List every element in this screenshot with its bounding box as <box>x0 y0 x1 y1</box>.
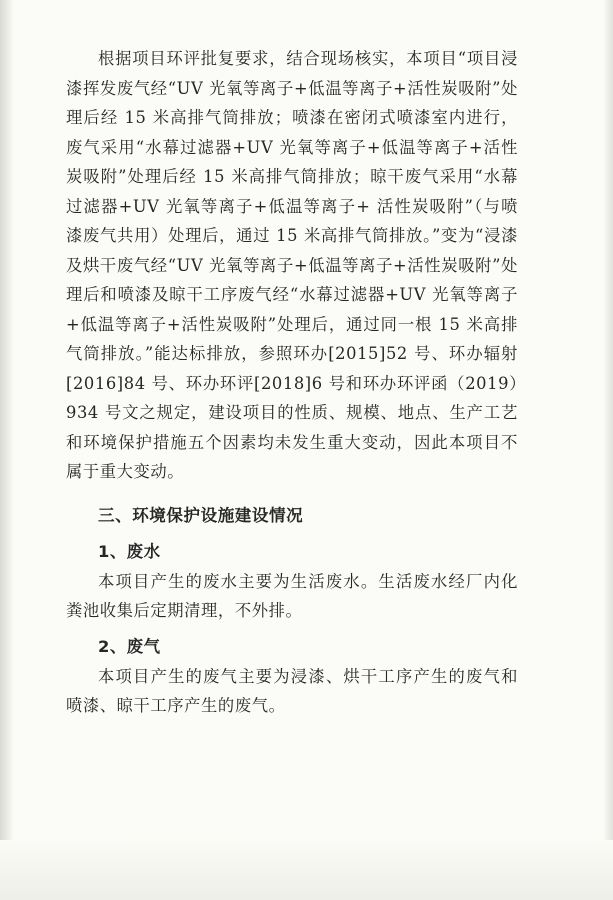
section-heading-environmental-facilities: 三、环境保护设施建设情况 <box>98 505 304 525</box>
subsection-heading-exhaust-gas: 2、废气 <box>98 636 161 656</box>
wastewater-paragraph: 本项目产生的废水主要为生活废水。生活废水经厂内化粪池收集后定期清理，不外排。 <box>66 571 518 620</box>
exhaust-gas-paragraph: 本项目产生的废气主要为浸漆、烘干工序产生的废气和喷漆、晾干工序产生的废气。 <box>66 666 518 715</box>
page-edge-shadow-left <box>0 0 14 900</box>
document-body <box>66 44 518 721</box>
page-bottom-shade <box>0 840 613 900</box>
subsection-heading-wastewater: 1、废水 <box>98 541 161 561</box>
page-edge-shadow-right <box>603 0 613 900</box>
intro-paragraph: 根据项目环评批复要求，结合现场核实，本项目“项目浸漆挥发废气经“UV 光氧等离子+低温等离子+活性炭吸附”处理后经 15 米高排气筒排放；喷漆在密闭式喷漆室内进行，废气采用“水幕过滤器+UV 光氧等离子+低温等离子+活性炭吸附”处理后经 15 米高排气筒排放；晾干废气采用“水幕过滤器+UV 光氧等离子+低温等离子+ 活性炭吸附”（与喷漆废气共用）处理后，通过 15 米高排气筒排放。”变为“浸漆及烘干废气经“UV 光氧等离子+低温等离子+活性炭吸附”处理后和喷漆及晾干工序废气经“水幕过滤器+UV 光氧等离子+低温等离子+活性炭吸附”处理后，通过同一根 15 米高排气筒排放。”能达标排放，参照环办[2015]52 号、环办辐射[2016]84 号、环办环评[2018]6 号和环办环评函（2019）934 号文之规定，建设项目的性质、规模、地点、生产工艺和环境保护措施五个因素均未发生重大变动，因此本项目不属于重大变动。 <box>66 49 518 481</box>
